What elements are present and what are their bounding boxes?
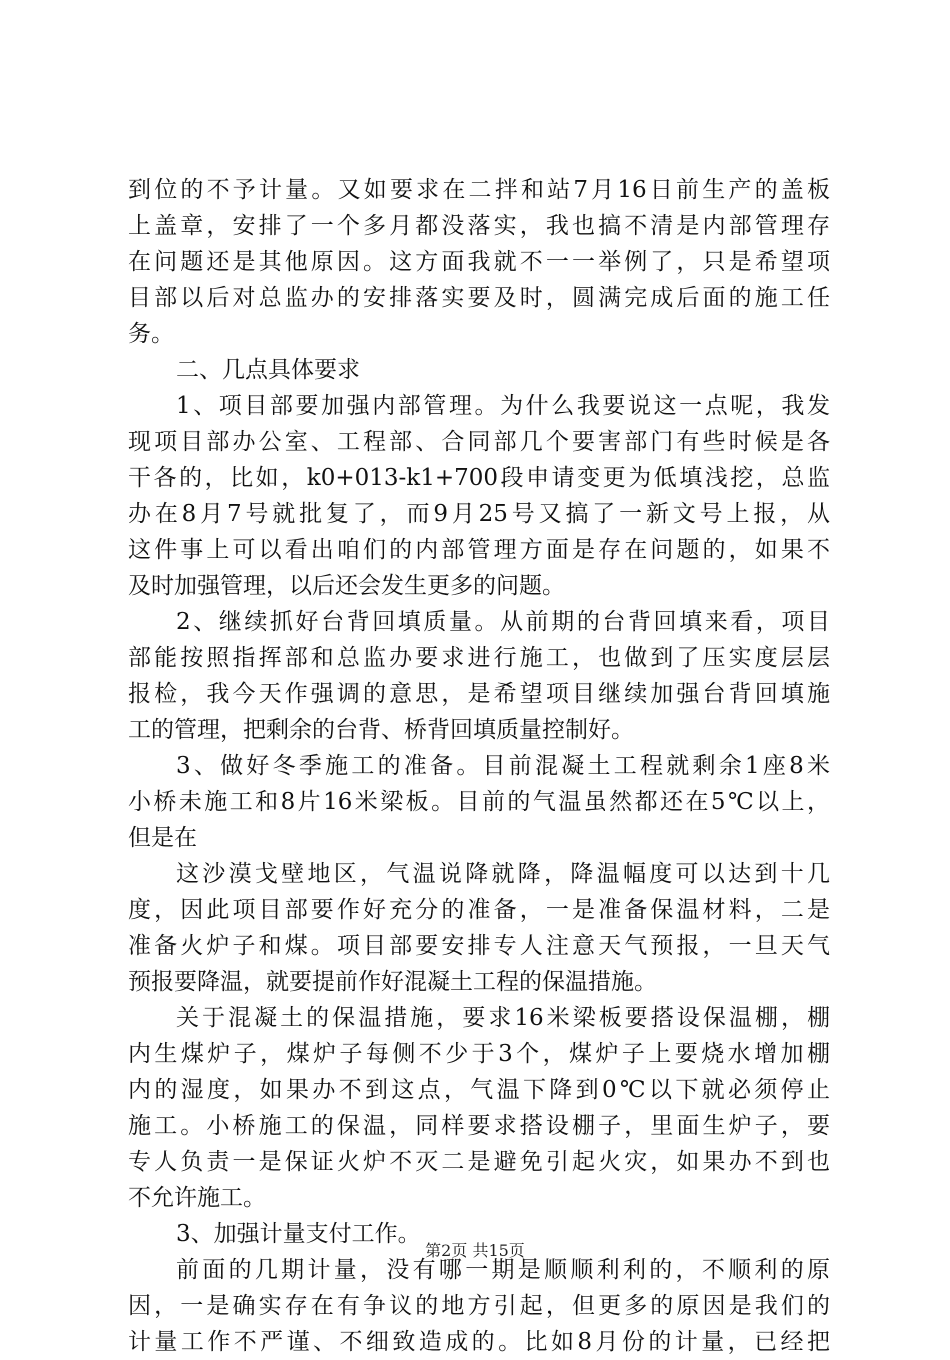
text-line: 关于混凝土的保温措施，要求16米梁板要搭设保温棚，棚 bbox=[176, 1005, 830, 1031]
text-line: 在问题还是其他原因。这方面我就不一一举例了，只是希望项 bbox=[128, 249, 830, 275]
text-line: 不允许施工。 bbox=[128, 1185, 266, 1211]
text-line: 小桥未施工和8片16米梁板。目前的气温虽然都还在5℃以上， bbox=[128, 789, 830, 815]
text-line: 但是在 bbox=[128, 825, 197, 851]
text-line: 上盖章，安排了一个多月都没落实，我也搞不清是内部管理存 bbox=[128, 213, 830, 239]
text-line: 工的管理，把剩余的台背、桥背回填质量控制好。 bbox=[128, 717, 634, 743]
text-line: 度，因此项目部要作好充分的准备，一是准备保温材料，二是 bbox=[128, 897, 830, 923]
text-line: 干各的，比如，k0+013-k1+700段申请变更为低填浅挖，总监 bbox=[128, 465, 830, 491]
text-line: 2、继续抓好台背回填质量。从前期的台背回填来看，项目 bbox=[176, 609, 830, 635]
text-line: 这沙漠戈壁地区，气温说降就降，降温幅度可以达到十几 bbox=[176, 861, 830, 887]
text-line: 报检，我今天作强调的意思，是希望项目继续加强台背回填施 bbox=[128, 681, 830, 707]
text-line: 1、项目部要加强内部管理。为什么我要说这一点呢，我发 bbox=[176, 393, 830, 419]
text-line: 预报要降温，就要提前作好混凝土工程的保温措施。 bbox=[128, 969, 657, 995]
text-line: 准备火炉子和煤。项目部要安排专人注意天气预报，一旦天气 bbox=[128, 933, 830, 959]
text-line: 这件事上可以看出咱们的内部管理方面是存在问题的，如果不 bbox=[128, 537, 830, 563]
text-line: 内的湿度，如果办不到这点，气温下降到0℃以下就必须停止 bbox=[128, 1077, 830, 1103]
page-number: 第2页 共15页 bbox=[425, 1241, 525, 1260]
document-body bbox=[128, 172, 830, 1360]
text-line: 内生煤炉子，煤炉子每侧不少于3个，煤炉子上要烧水增加棚 bbox=[128, 1041, 830, 1067]
section-heading: 3、加强计量支付工作。 bbox=[176, 1221, 421, 1247]
page-footer bbox=[0, 1240, 950, 1262]
text-line: 前面的几期计量，没有哪一期是顺顺利利的，不顺利的原 bbox=[176, 1257, 830, 1283]
text-line: 现项目部办公室、工程部、合同部几个要害部门有些时候是各 bbox=[128, 429, 830, 455]
text-line: 办在8月7号就批复了，而9月25号又搞了一新文号上报，从 bbox=[128, 501, 830, 527]
text-line: 务。 bbox=[128, 321, 174, 347]
text-line: 施工。小桥施工的保温，同样要求搭设棚子，里面生炉子，要 bbox=[128, 1113, 830, 1139]
text-line: 目部以后对总监办的安排落实要及时，圆满完成后面的施工任 bbox=[128, 285, 830, 311]
section-heading: 二、几点具体要求 bbox=[176, 357, 360, 383]
text-line: 计量工作不严谨、不细致造成的。比如8月份的计量，已经把 bbox=[128, 1329, 830, 1355]
text-line: 部能按照指挥部和总监办要求进行施工，也做到了压实度层层 bbox=[128, 645, 830, 671]
text-line: 及时加强管理，以后还会发生更多的问题。 bbox=[128, 573, 565, 599]
text-line: 到位的不予计量。又如要求在二拌和站7月16日前生产的盖板 bbox=[128, 177, 830, 203]
text-line: 3、做好冬季施工的准备。目前混凝土工程就剩余1座8米 bbox=[176, 753, 830, 779]
text-line: 专人负责一是保证火炉不灭二是避免引起火灾，如果办不到也 bbox=[128, 1149, 830, 1175]
text-line: 因，一是确实存在有争议的地方引起，但更多的原因是我们的 bbox=[128, 1293, 830, 1319]
